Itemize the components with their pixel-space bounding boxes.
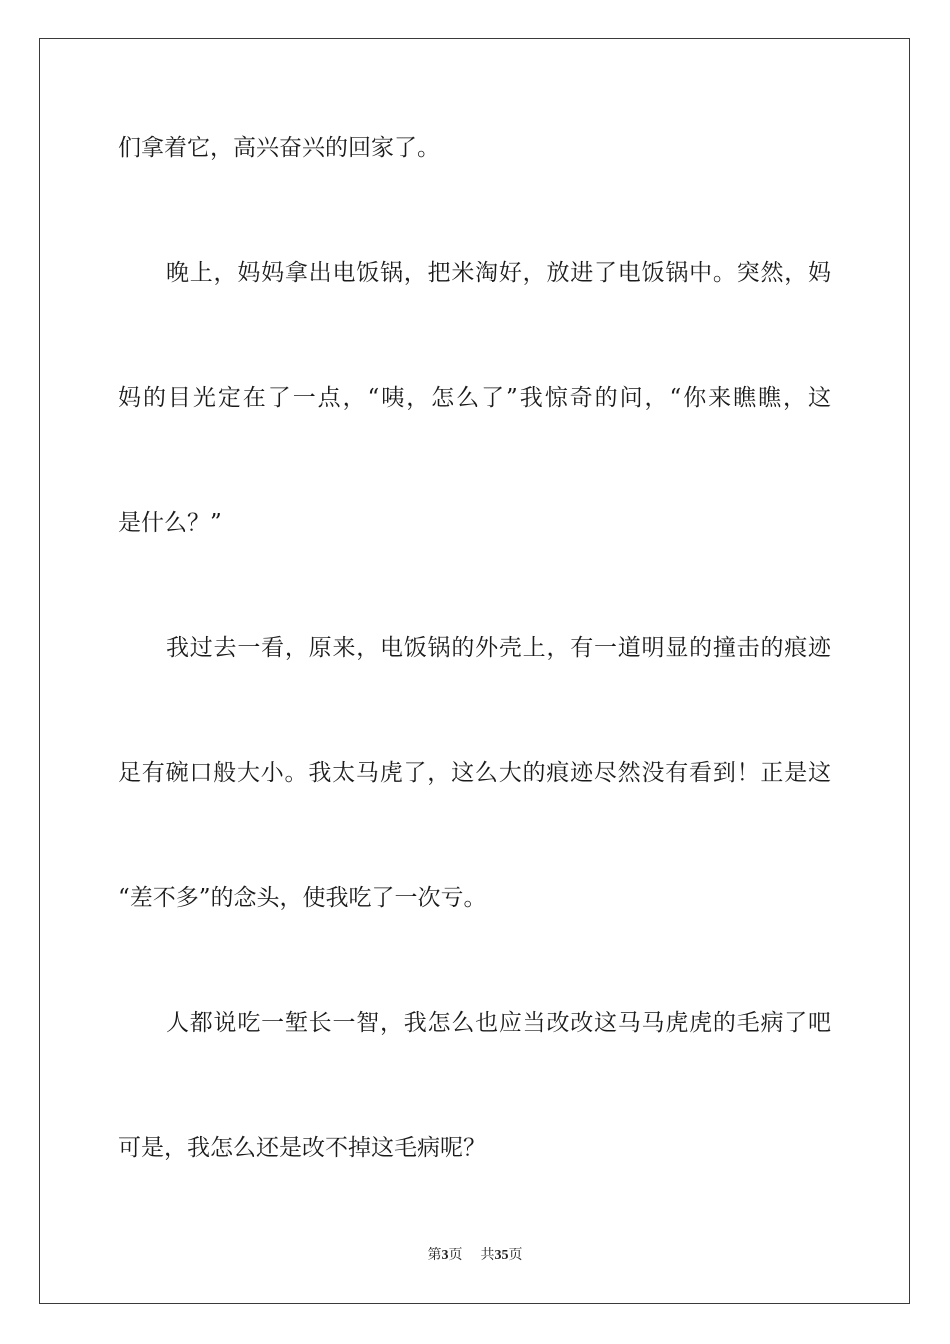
text-line-9: 可是，我怎么还是改不掉这毛病呢？	[118, 1135, 486, 1161]
text-line-1: 们拿着它，高兴奋兴的回家了。	[118, 135, 440, 161]
page-suffix: 页	[448, 1248, 463, 1263]
page-border	[39, 38, 910, 1304]
text-line-8: 人都说吃一堑长一智，我怎么也应当改改这马马虎虎的毛病了吧	[166, 1010, 831, 1036]
total-suffix: 页	[508, 1248, 523, 1263]
page-footer	[0, 1247, 950, 1265]
text-line-5: 我过去一看，原来，电饭锅的外壳上，有一道明显的撞击的痕迹	[166, 635, 831, 661]
text-line-7: “差不多”的念头，使我吃了一次亏。	[118, 885, 487, 911]
page-number: 3	[441, 1248, 449, 1263]
total-pages: 35	[494, 1248, 509, 1263]
text-line-3: 妈的目光定在了一点，“咦，怎么了”我惊奇的问，“你来瞧瞧，这	[118, 385, 831, 411]
text-line-4: 是什么？”	[118, 510, 222, 536]
total-prefix: 共	[480, 1248, 495, 1263]
page-prefix: 第	[427, 1248, 442, 1263]
text-line-2: 晚上，妈妈拿出电饭锅，把米淘好，放进了电饭锅中。突然，妈	[166, 260, 831, 286]
text-line-6: 足有碗口般大小。我太马虎了，这么大的痕迹尽然没有看到！正是这	[118, 760, 831, 786]
